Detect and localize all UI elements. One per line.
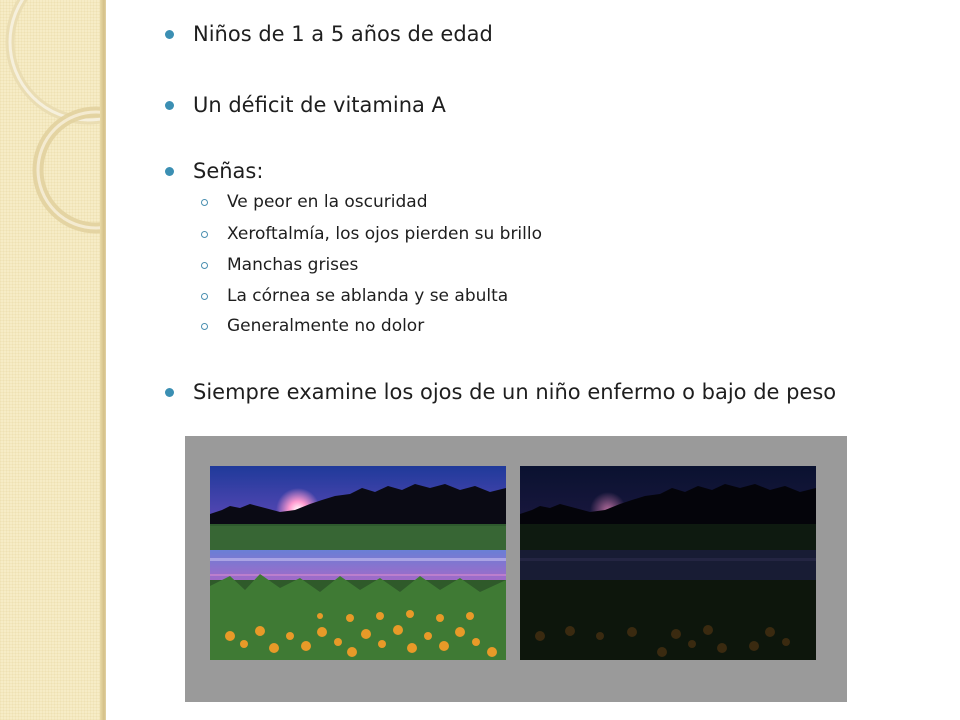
- sub-bullet-text: La córnea se ablanda y se abulta: [227, 286, 509, 306]
- normal-vision-photo: [210, 466, 506, 660]
- bullet-dot: [165, 30, 174, 39]
- sub-bullet-night-vision: [201, 192, 428, 212]
- bullet-dot: [165, 388, 174, 397]
- sub-bullet-no-pain: [201, 316, 424, 336]
- sub-bullet-text: Manchas grises: [227, 255, 359, 275]
- bullet-text: Un déficit de vitamina A: [193, 93, 446, 117]
- sub-bullet-ring: [201, 262, 208, 269]
- bullet-text: Señas:: [193, 159, 264, 183]
- bullet-dot: [165, 101, 174, 110]
- bullet-age-range: [165, 22, 493, 46]
- sub-bullet-cornea: [201, 286, 508, 306]
- bullet-signs: [165, 159, 263, 183]
- decorative-rings: [0, 0, 106, 720]
- sub-bullet-text: Generalmente no dolor: [227, 316, 425, 336]
- decorative-side-band: [0, 0, 106, 720]
- bullet-dot: [165, 167, 174, 176]
- sub-bullet-ring: [201, 199, 208, 206]
- bullet-text: Siempre examine los ojos de un niño enfermo o bajo de peso: [193, 380, 837, 404]
- sub-bullet-ring: [201, 231, 208, 238]
- sub-bullet-ring: [201, 293, 208, 300]
- sub-bullet-ring: [201, 323, 208, 330]
- bullet-vitamin-a: [165, 93, 446, 117]
- night-blindness-photo: [520, 466, 816, 660]
- bullet-text: Niños de 1 a 5 años de edad: [193, 22, 493, 46]
- bullet-examine-eyes: [165, 380, 836, 404]
- sub-bullet-grey-spots: [201, 255, 358, 275]
- comparison-image-panel: [185, 436, 847, 702]
- sub-bullet-text: Xeroftalmía, los ojos pierden su brillo: [227, 224, 543, 244]
- band-edge-line: [100, 0, 106, 720]
- sub-bullet-text: Ve peor en la oscuridad: [227, 192, 428, 212]
- sub-bullet-xerophthalmia: [201, 224, 542, 244]
